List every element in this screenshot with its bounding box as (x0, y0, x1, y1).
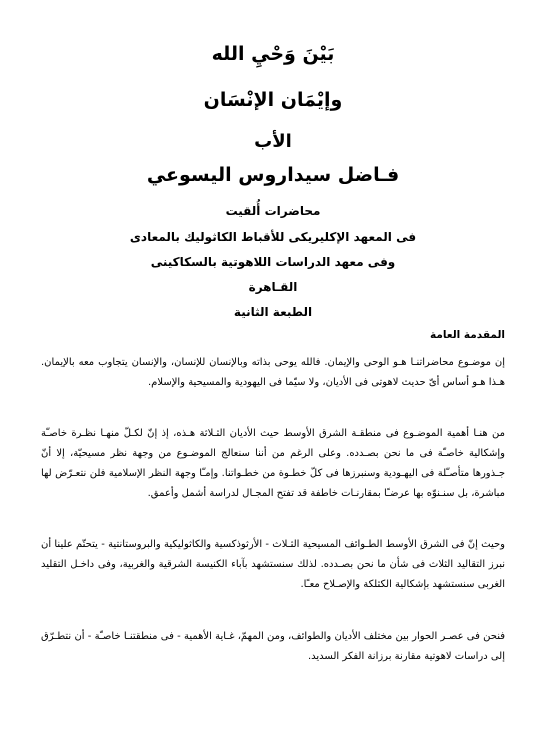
section-heading: المقدمة العامة (429, 329, 505, 341)
author-name: فـاضل سيداروس اليسوعي (146, 164, 400, 186)
body-paragraph-3: وحيث إنّ فى الشرق الأوسط الطـوائف المسيحية الثـلاث - الأرثوذكسية والكاثوليكية والبروستانتية - يتحتّم علينا أن نبرز التقاليد الثلاث فى شأن ما نحن بصـدده. لذلك سنستشهد بآباء الكنيسة الشرقية والغربية، وفى داخـل التقليد الغربى سنستشهد بإشكالية الكثلكة والإصـلاح معـًا. (41, 539, 505, 590)
body-paragraph-1: إن موضـوع محاضراتنـا هـو الوحى والإيمان. فالله يوحى بذاته وبالإنسان للإنسان، والإنسان يتجاوب معه بالإيمان. هـذا هـو أساس أىّ حديث لاهوتى فى الأديان، ولا سيّما فى اليهودية والمسيحية والإسلام. (41, 357, 505, 388)
book-title-line-1: بَيْنَ وَحْيِ الله (211, 43, 335, 65)
subtitle-seminary: فى المعهد الإكليريكى للأقباط الكاثوليك بالمعادى (129, 230, 417, 244)
subtitle-edition: الطبعة الثانية (233, 305, 313, 319)
author-prefix: الأب (254, 131, 292, 152)
subtitle-lectures: محاضرات أُلقيت (225, 204, 321, 218)
subtitle-city: القـاهرة (248, 280, 298, 294)
subtitle-institute: وفى معهد الدراسات اللاهوتية بالسكاكينى (150, 255, 396, 269)
book-title-line-2: وإيْمَان الإنْسَان (203, 89, 343, 111)
body-paragraph-2: من هنـا أهمية الموضـوع فى منطقـة الشرق الأوسط حيث الأديان الثـلاثة هـذه، إذ إنّ لكـلّ منهـا نظـرة خاصـّة وإشكالية خاصـّة فى ما نحن بصـدده. وعلى الرغم من أننا سنعالج الموضـوع من وجهة نظر مسيحيّة، إلا أنّ جـذورها متأصـّلة فى اليهـودية وسنبرزها فى كلّ خطـوة من خطـواتنا. وإمـّا وجهة النظر الإسلامية فلن نتعـرّض لها مباشرة، بل سنـنوّه بها عرضـًا بمقارنـات خاطفة قد تفتح المجـال لدراسة أشمل وأعمق. (41, 428, 505, 499)
body-paragraph-4: فنحن فى عصـر الحوار بين مختلف الأديان والطوائف، ومن المهمّ، غـاية الأهمية - فى منطقتنـا خاصـّة - أن نتطـرّق إلى دراسات لاهوتية مقارنة برزانة الفكر السديد. (41, 631, 505, 662)
